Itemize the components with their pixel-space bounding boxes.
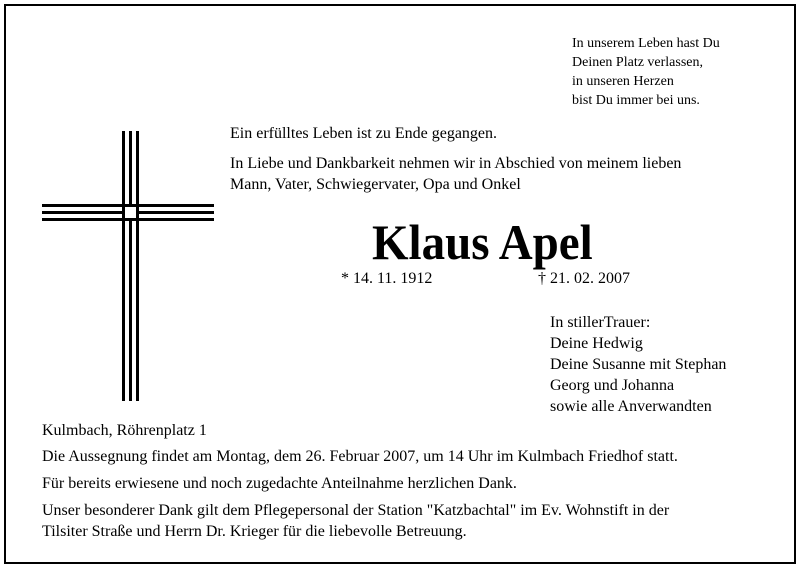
poem-line: Deinen Platz verlassen, <box>572 55 704 70</box>
mourner-line: sowie alle Anverwandten <box>550 398 712 415</box>
birth-date: * 14. 11. 1912 <box>341 270 433 287</box>
mourners-list <box>550 312 726 417</box>
service-info: Die Aussegnung findet am Montag, dem 26. Februar 2007, um 14 Uhr im Kulmbach Friedhof statt. <box>42 448 678 465</box>
mourner-line: Deine Hedwig <box>550 335 643 352</box>
address-line: Kulmbach, Röhrenplatz 1 <box>42 422 207 439</box>
love-line: Mann, Vater, Schwiegervater, Opa und Onkel <box>230 176 521 193</box>
love-line: In Liebe und Dankbarkeit nehmen wir in Abschied von meinem lieben <box>230 155 682 172</box>
deceased-name: Klaus Apel <box>372 214 593 270</box>
poem-line: in unseren Herzen <box>572 74 674 89</box>
love-paragraph <box>230 153 681 195</box>
intro-line: Ein erfülltes Leben ist zu Ende gegangen. <box>230 125 498 142</box>
poem-line: In unserem Leben hast Du <box>572 36 720 51</box>
poem <box>572 34 720 110</box>
mourner-line: In stillerTrauer: <box>550 314 651 331</box>
special-thanks <box>42 500 762 542</box>
special-thanks-line: Tilsiter Straße und Herrn Dr. Krieger für die liebevolle Betreuung. <box>42 523 467 540</box>
mourner-line: Georg und Johanna <box>550 377 675 394</box>
mourner-line: Deine Susanne mit Stephan <box>550 356 727 373</box>
obituary-notice <box>4 4 796 564</box>
death-date: † 21. 02. 2007 <box>538 270 630 287</box>
thanks-line: Für bereits erwiesene und noch zugedachte Anteilnahme herzlichen Dank. <box>42 475 517 492</box>
cross-icon <box>42 131 214 401</box>
poem-line: bist Du immer bei uns. <box>572 93 700 108</box>
special-thanks-line: Unser besonderer Dank gilt dem Pflegepersonal der Station "Katzbachtal" im Ev. Wohnstift in der <box>42 502 670 519</box>
